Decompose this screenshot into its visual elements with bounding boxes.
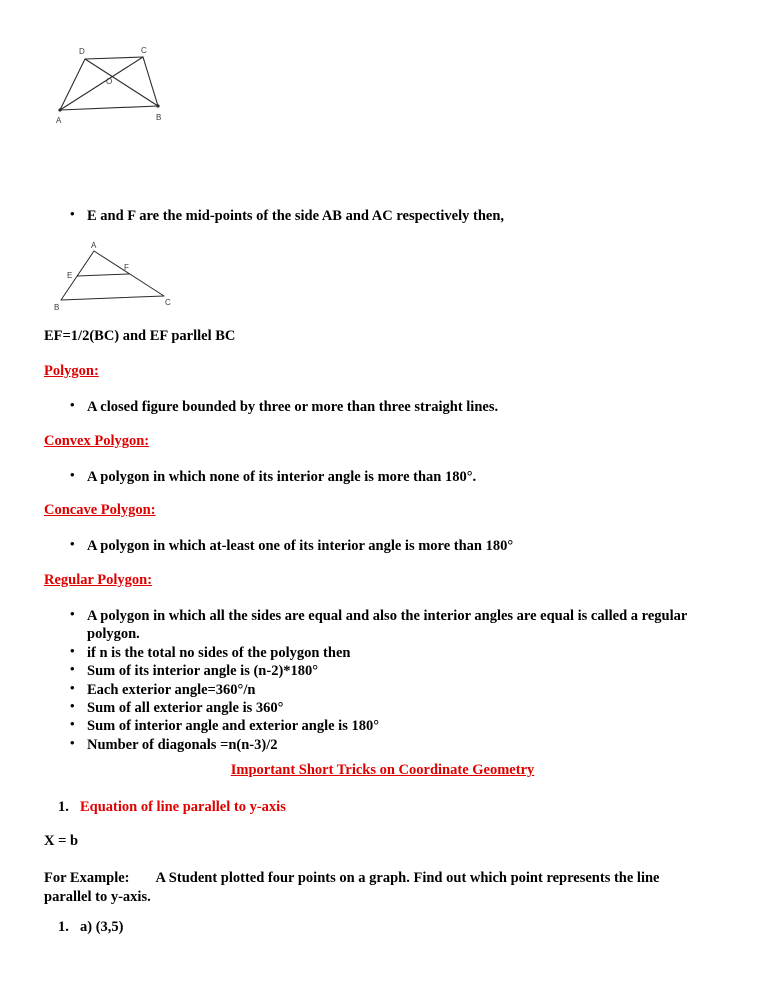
list-item xyxy=(62,681,727,699)
list-item xyxy=(62,207,702,225)
example-option-1-text: a) (3,5) xyxy=(80,919,124,935)
list-item xyxy=(62,398,702,416)
list-item xyxy=(62,699,727,717)
list-item xyxy=(62,468,702,486)
example-option-1-number: 1. xyxy=(58,919,69,935)
trick-item-1 xyxy=(58,799,286,816)
convex-polygon-bullet-text: A polygon in which none of its interior angle is more than 180°. xyxy=(87,469,477,485)
triangle-label-a: A xyxy=(91,241,97,250)
trapezium-label-d: D xyxy=(79,47,85,56)
heading-convex-polygon: Convex Polygon: xyxy=(44,433,150,449)
example-text: A Student plotted four points on a graph. Find out which point represents the line parallel to y-axis. xyxy=(44,870,660,905)
polygon-bullet-text: A closed figure bounded by three or more than three straight lines. xyxy=(87,399,499,415)
list-item xyxy=(62,736,727,754)
convex-polygon-bullet-list xyxy=(62,468,702,486)
midpoint-bullet-text: E and F are the mid-points of the side AB and AC respectively then, xyxy=(87,208,505,224)
heading-concave-polygon: Concave Polygon: xyxy=(44,502,156,518)
regular-polygon-bullet-text-3: Sum of its interior angle is (n-2)*180° xyxy=(87,663,319,680)
regular-polygon-bullet-text-5: Sum of all exterior angle is 360° xyxy=(87,700,284,717)
example-label: For Example: xyxy=(44,870,130,886)
triangle-label-c: C xyxy=(165,298,171,307)
concave-polygon-bullet-text: A polygon in which at-least one of its interior angle is more than 180° xyxy=(87,538,514,554)
list-item xyxy=(62,717,727,735)
regular-polygon-bullet-list xyxy=(62,607,727,754)
midpoint-bullet-list xyxy=(62,207,702,225)
regular-polygon-bullet-text-7: Number of diagonals =n(n-3)/2 xyxy=(87,736,278,753)
example-paragraph xyxy=(44,869,694,907)
regular-polygon-bullet-text-6: Sum of interior angle and exterior angle is 180° xyxy=(87,718,380,735)
triangle-midpoint-diagram xyxy=(52,240,182,312)
trapezium-label-a: A xyxy=(56,116,62,125)
tricks-section-heading xyxy=(0,762,765,779)
list-item xyxy=(62,607,727,644)
list-item xyxy=(62,537,702,555)
triangle-label-f: F xyxy=(124,263,129,272)
polygon-bullet-list xyxy=(62,398,702,416)
triangle-label-b: B xyxy=(54,303,60,312)
trick-item-1-number: 1. xyxy=(58,799,69,815)
midpoint-formula: EF=1/2(BC) and EF parllel BC xyxy=(44,328,236,344)
regular-polygon-bullet-text-2: if n is the total no sides of the polygon then xyxy=(87,644,351,661)
concave-polygon-bullet-list xyxy=(62,537,702,555)
heading-regular-polygon: Regular Polygon: xyxy=(44,572,153,588)
tricks-section-heading-text: Important Short Tricks on Coordinate Geometry xyxy=(230,762,535,778)
regular-polygon-bullet-text-4: Each exterior angle=360°/n xyxy=(87,681,256,698)
trapezium-label-c: C xyxy=(141,46,147,55)
list-item xyxy=(62,644,727,662)
trapezium-label-b: B xyxy=(156,113,162,122)
trick-item-1-label: Equation of line parallel to y-axis xyxy=(80,799,286,815)
example-option-1 xyxy=(58,919,124,936)
regular-polygon-bullet-text-1: A polygon in which all the sides are equal and also the interior angles are equal is called a regular polygon. xyxy=(87,608,688,643)
list-item xyxy=(62,662,727,680)
trapezium-diagram xyxy=(48,44,188,126)
trapezium-label-o: O xyxy=(106,77,113,86)
triangle-label-e: E xyxy=(67,271,73,280)
trick-equation: X = b xyxy=(44,833,79,849)
heading-polygon: Polygon: xyxy=(44,363,99,379)
